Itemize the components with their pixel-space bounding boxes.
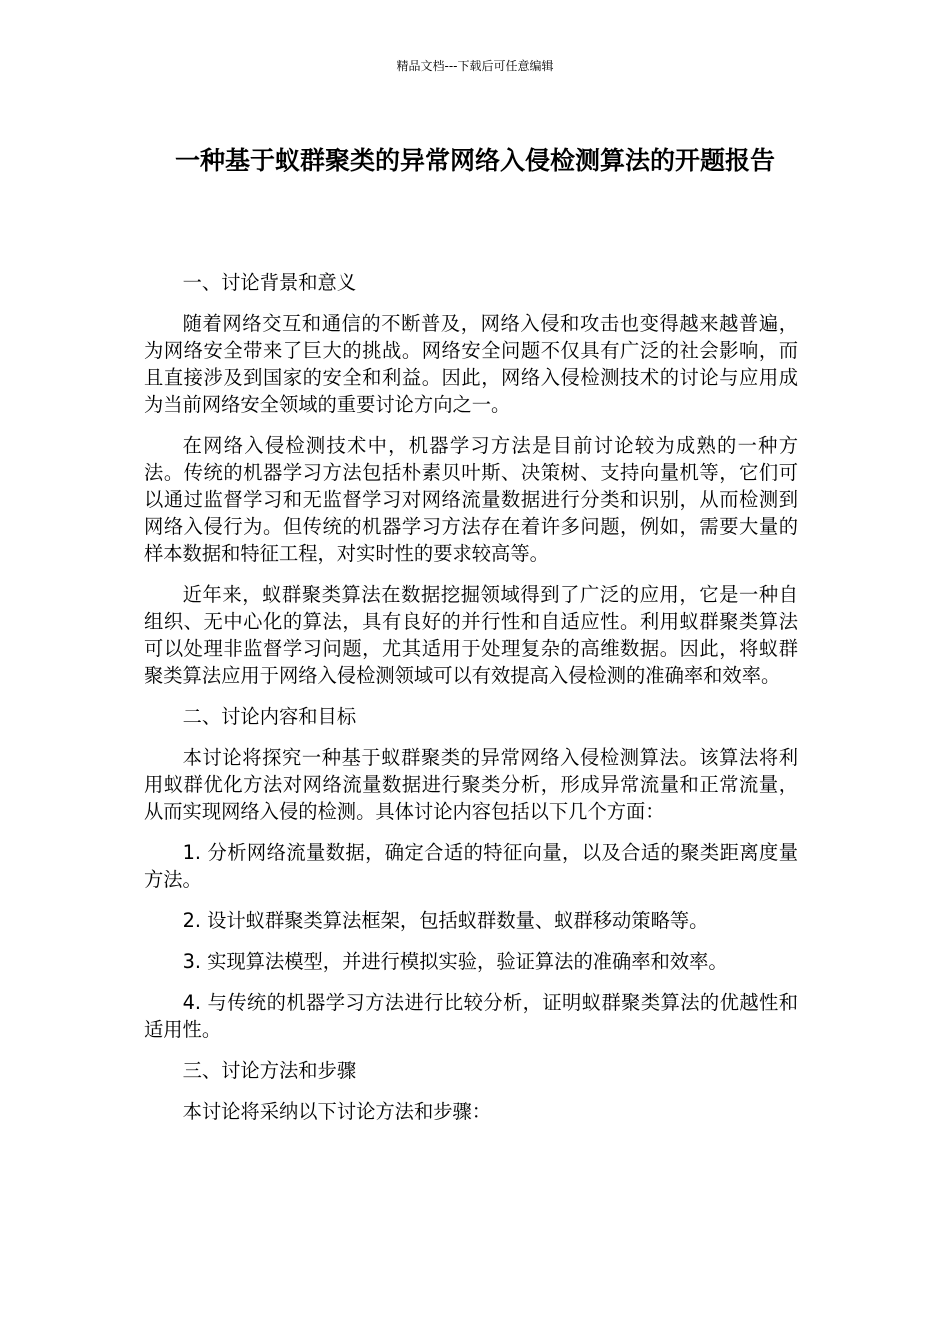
list-item: 2. 设计蚁群聚类算法框架，包括蚁群数量、蚁群移动策略等。: [182, 909, 709, 932]
paragraph: 在网络入侵检测技术中，机器学习方法是目前讨论较为成熟的一种方法。传统的机器学习方法包括朴素贝叶斯、决策树、支持向量机等，它们可以通过监督学习和无监督学习对网络流量数据进行分类和识别，从而检测到网络入侵行为。但传统的机器学习方法存在着许多问题，例如，需要大量的样本数据和特征工程，对实时性的要求较高等。: [144, 434, 798, 565]
paragraph: 近年来，蚁群聚类算法在数据挖掘领域得到了广泛的应用，它是一种自组织、无中心化的算法，具有良好的并行性和自适应性。利用蚁群聚类算法可以处理非监督学习问题，尤其适用于处理复杂的高维数据。因此，将蚁群聚类算法应用于网络入侵检测领域可以有效提高入侵检测的准确率和效率。: [144, 583, 798, 687]
page-header: 精品文档---下载后可任意编辑: [396, 59, 554, 73]
document-title: 一种基于蚁群聚类的异常网络入侵检测算法的开题报告: [174, 146, 775, 175]
section-heading-background: 一、讨论背景和意义: [182, 271, 357, 294]
paragraph: 随着网络交互和通信的不断普及，网络入侵和攻击也变得越来越普遍，为网络安全带来了巨大的挑战。网络安全问题不仅具有广泛的社会影响，而且直接涉及到国家的安全和利益。因此，网络入侵检测技术的讨论与应用成为当前网络安全领域的重要讨论方向之一。: [144, 312, 798, 416]
section-heading-method: 三、讨论方法和步骤: [182, 1059, 357, 1082]
section-heading-content: 二、讨论内容和目标: [182, 705, 357, 728]
list-item: 4. 与传统的机器学习方法进行比较分析，证明蚁群聚类算法的优越性和适用性。: [144, 991, 798, 1041]
paragraph: 本讨论将探究一种基于蚁群聚类的异常网络入侵检测算法。该算法将利用蚁群优化方法对网络流量数据进行聚类分析，形成异常流量和正常流量，从而实现网络入侵的检测。具体讨论内容包括以下几个方面：: [144, 746, 798, 823]
list-item: 3. 实现算法模型，并进行模拟实验，验证算法的准确率和效率。: [182, 950, 728, 973]
list-item: 1. 分析网络流量数据，确定合适的特征向量，以及合适的聚类距离度量方法。: [144, 841, 798, 891]
paragraph: 本讨论将采纳以下讨论方法和步骤：: [182, 1100, 492, 1123]
document-body: [144, 269, 798, 1139]
